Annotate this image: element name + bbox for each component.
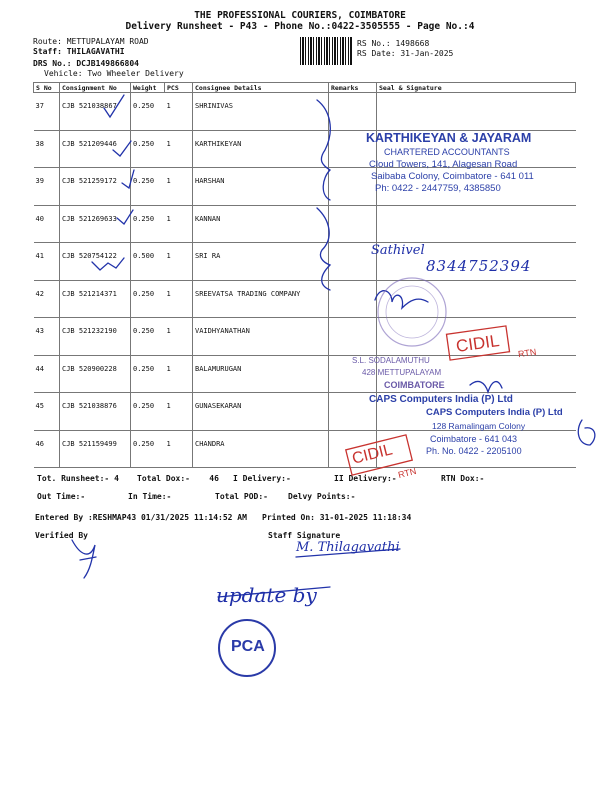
check-mark-37 (104, 95, 124, 117)
cell-pcs: 1 (165, 243, 193, 281)
round-stamp-inner (386, 286, 438, 338)
cell-pcs: 1 (165, 93, 193, 131)
cell-weight: 0.250 (131, 205, 165, 243)
cell-pcs: 1 (165, 280, 193, 318)
cell-consignee: SREEVATSA TRADING COMPANY (193, 280, 329, 318)
cell-sno: 40 (34, 205, 60, 243)
route-value: METTUPALAYAM ROAD (66, 37, 149, 46)
check-mark-41 (92, 258, 124, 270)
cell-consignment: CJB 521209446 (60, 130, 131, 168)
cidil-label-2: CIDIL (350, 441, 395, 468)
stamp-karthikeyan-line4: Ph: 0422 - 2447759, 4385850 (375, 183, 501, 194)
handwritten-phone: 8344752394 (426, 257, 532, 275)
cell-weight: 0.250 (131, 355, 165, 393)
check-mark-39 (122, 170, 134, 188)
stamp-caps-line4: Coimbatore - 641 043 (430, 434, 518, 444)
cell-sno: 39 (34, 168, 60, 206)
stamp-caps-line2: CAPS Computers India (P) Ltd (426, 407, 563, 418)
cell-consignment: CJB 521038867 (60, 93, 131, 131)
col-header-sno: S No (34, 83, 60, 93)
stamp-sodalamuthu-line1: S.L. SODALAMUTHU (352, 356, 430, 365)
cell-sno: 42 (34, 280, 60, 318)
cell-consignee: SHRINIVAS (193, 93, 329, 131)
rtn-dox: RTN Dox:- (441, 474, 485, 483)
cell-pcs: 1 (165, 430, 193, 468)
update-by-note: update by (216, 583, 317, 607)
sign-row-46 (578, 420, 595, 445)
stamp-caps-line1: CAPS Computers India (P) Ltd (369, 394, 513, 405)
stamp-sodalamuthu-line3: COIMBATORE (384, 380, 445, 390)
col-header-consignment: Consignment No (60, 83, 131, 93)
total-pod: Total POD:- (215, 492, 268, 501)
rs-date-label: RS Date: (357, 49, 396, 58)
cidil-label-1: CIDIL (454, 331, 501, 356)
staff-handwritten-signature: M. Thilagavathi (296, 540, 400, 555)
rtn-label-1: RTN (517, 346, 537, 360)
cell-consignment: CJB 520754122 (60, 243, 131, 281)
entered-by: Entered By :RESHMAP43 01/31/2025 11:14:52 AM (35, 513, 247, 522)
stamp-caps-line3: 128 Ramalingam Colony (432, 421, 526, 431)
rtn-label-2: RTN (397, 465, 418, 481)
rs-no-value: 1498668 (395, 39, 430, 48)
cell-consignee: HARSHAN (193, 168, 329, 206)
cell-consignee: KARTHIKEYAN (193, 130, 329, 168)
cell-consignee: BALAMURUGAN (193, 355, 329, 393)
brace-lower (317, 208, 330, 290)
cell-sno: 46 (34, 430, 60, 468)
cell-sno: 45 (34, 393, 60, 431)
col-header-remarks: Remarks (329, 83, 377, 93)
cell-consignment: CJB 521214371 (60, 280, 131, 318)
vehicle-value: Two Wheeler Delivery (87, 69, 184, 78)
round-stamp (378, 278, 446, 346)
col-header-weight: Weight (131, 83, 165, 93)
cell-pcs: 1 (165, 205, 193, 243)
rs-date-value: 31-Jan-2025 (400, 49, 454, 58)
brace-upper (317, 100, 330, 200)
document-subtitle: Delivery Runsheet - P43 - Phone No.:0422-3505555 - Page No.:4 (125, 21, 475, 32)
cell-pcs: 1 (165, 393, 193, 431)
cell-consignment: CJB 521159499 (60, 430, 131, 468)
col-header-seal: Seal & Signature (377, 83, 576, 93)
cell-weight: 0.250 (131, 168, 165, 206)
check-mark-40 (117, 210, 133, 224)
cell-consignment: CJB 521259172 (60, 168, 131, 206)
staff-label: Staff: (33, 47, 62, 56)
cell-weight: 0.250 (131, 430, 165, 468)
stamp-karthikeyan-line2: Cloud Towers, 141, Alagesan Road (369, 159, 518, 170)
drs-label: DRS No.: (33, 59, 72, 68)
verified-by: Verified By (35, 531, 88, 540)
col-header-pcs: PCS (165, 83, 193, 93)
cell-sno: 43 (34, 318, 60, 356)
cell-sno: 37 (34, 93, 60, 131)
total-dox-label: Total Dox:- (137, 474, 190, 483)
cell-consignee: GUNASEKARAN (193, 393, 329, 431)
tot-runsheet: Tot. Runsheet:- 4 (37, 474, 119, 483)
cell-pcs: 1 (165, 318, 193, 356)
stamp-karthikeyan-line3: Saibaba Colony, Coimbatore - 641 011 (371, 171, 534, 182)
cell-consignment: CJB 521232190 (60, 318, 131, 356)
out-time: Out Time:- (37, 492, 86, 501)
document-title: THE PROFESSIONAL COURIERS, COIMBATORE (194, 10, 406, 21)
stamp-karthikeyan-line1: CHARTERED ACCOUNTANTS (384, 147, 510, 157)
verified-by-signature (72, 540, 96, 578)
cell-weight: 0.500 (131, 243, 165, 281)
cell-pcs: 1 (165, 130, 193, 168)
cell-sno: 41 (34, 243, 60, 281)
cell-weight: 0.250 (131, 318, 165, 356)
cell-consignment: CJB 520900228 (60, 355, 131, 393)
cell-consignee: VAIDHYANATHAN (193, 318, 329, 356)
vehicle-label: Vehicle: (44, 69, 83, 78)
cell-consignee: KANNAN (193, 205, 329, 243)
stamp-karthikeyan-name: KARTHIKEYAN & JAYARAM (366, 131, 532, 145)
staff-signature-label: Staff Signature (268, 531, 341, 540)
rs-no-label: RS No.: (357, 39, 391, 48)
cell-weight: 0.250 (131, 393, 165, 431)
i-delivery: I Delivery:- (233, 474, 291, 483)
pca-stamp-text: PCA (231, 638, 265, 655)
route-label: Route: (33, 37, 62, 46)
delvy-points: Delvy Points:- (288, 492, 356, 501)
cell-consignment: CJB 521269633 (60, 205, 131, 243)
cell-weight: 0.250 (131, 93, 165, 131)
drs-value: DCJB149866804 (76, 59, 139, 68)
stamp-sodalamuthu-line2: 428 METTUPALAYAM (362, 368, 442, 377)
cell-consignee: SRI RA (193, 243, 329, 281)
stamp-caps-line5: Ph. No. 0422 - 2205100 (426, 446, 522, 456)
cell-weight: 0.250 (131, 280, 165, 318)
handwritten-name: Sathivel (371, 243, 425, 258)
in-time: In Time:- (128, 492, 172, 501)
ii-delivery: II Delivery:- (334, 474, 397, 483)
cell-consignee: CHANDRA (193, 430, 329, 468)
cell-pcs: 1 (165, 168, 193, 206)
total-dox-value: 46 (209, 474, 219, 483)
cell-pcs: 1 (165, 355, 193, 393)
cell-weight: 0.250 (131, 130, 165, 168)
cell-consignment: CJB 521038876 (60, 393, 131, 431)
check-mark-38 (113, 141, 131, 156)
printed-on: Printed On: 31-01-2025 11:18:34 (262, 513, 412, 522)
sign-row-44 (470, 381, 502, 392)
cell-sno: 38 (34, 130, 60, 168)
cell-sno: 44 (34, 355, 60, 393)
col-header-consignee: Consignee Details (193, 83, 329, 93)
staff-value: THILAGAVATHI (66, 47, 125, 56)
